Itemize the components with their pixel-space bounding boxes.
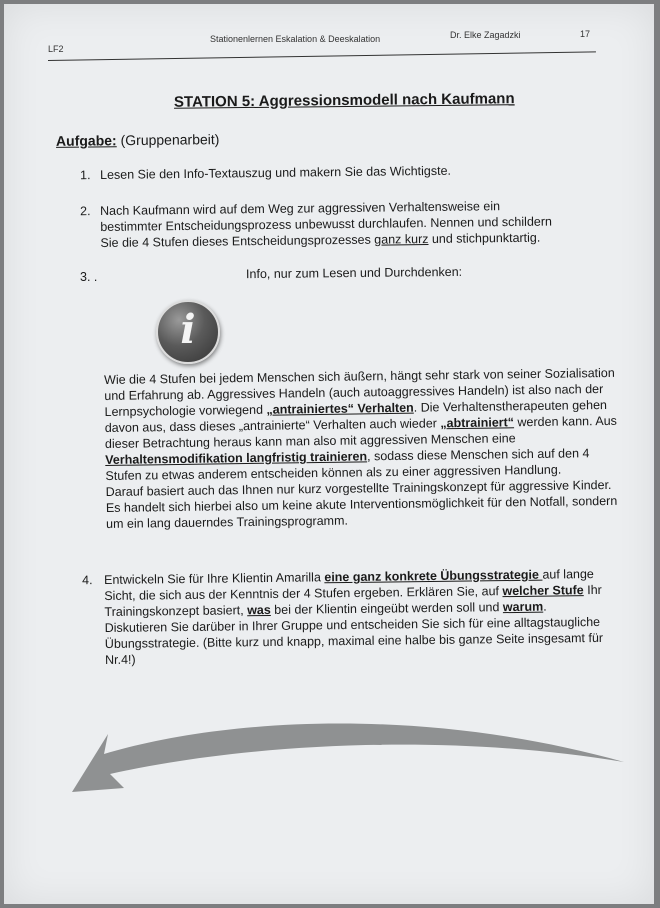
task-note: (Gruppenarbeit) bbox=[116, 131, 220, 149]
task-text: Diskutieren Sie darüber in Ihrer Gruppe und entscheiden Sie sich für eine alltagstaugliche Übungsstrategie. (Bitte kurz und knapp, maximal eine halbe bis ganze Seite insgesamt für Nr.4!) bbox=[104, 614, 604, 667]
info-label: Info, nur zum Lesen und Durchdenken: bbox=[245, 264, 463, 282]
bold-term: eine ganz konkrete Übungsstrategie bbox=[324, 567, 543, 585]
bold-term: was bbox=[247, 602, 271, 618]
header-course-code: LF2 bbox=[48, 44, 64, 54]
task-text: Lesen Sie den Info-Textauszug und makern Sie das Wichtigste. bbox=[100, 163, 452, 182]
task-label: Aufgabe: bbox=[55, 132, 117, 149]
task-number: 2. bbox=[80, 204, 91, 219]
task-item-1 bbox=[80, 161, 600, 183]
task-text-run: auf lange Sicht, die sich aus der Kenntnis der 4 Stufen ergeben. Erklären Sie, auf bbox=[104, 567, 594, 603]
emphasis-text: ganz kurz bbox=[374, 231, 429, 247]
info-icon bbox=[156, 300, 220, 364]
info-icon-letter: i bbox=[180, 306, 196, 353]
info-paragraph: Darauf basiert auch das Ihnen nur kurz vorgestellte Trainingskonzept für aggressive Kinder. bbox=[105, 477, 612, 499]
info-text-run: werden kann. Aus dieser Betrachtung heraus kann man also mit aggressiven Menschen eine bbox=[104, 413, 617, 451]
task-text: Sie die 4 Stufen dieses Entscheidungsprozesses bbox=[100, 232, 375, 250]
task-item-4 bbox=[82, 566, 615, 668]
task-number: 4. bbox=[82, 573, 93, 588]
bold-term: „antrainiertes“ Verhalten bbox=[266, 400, 414, 417]
task-text-run: Entwickeln Sie für Ihre Klientin Amarilla bbox=[104, 570, 325, 587]
task-text bbox=[104, 566, 615, 620]
task-text: und stichpunktartig. bbox=[428, 230, 541, 246]
header-author: Dr. Elke Zagadzki bbox=[450, 30, 521, 40]
info-text bbox=[104, 365, 626, 532]
bold-term: warum bbox=[502, 599, 544, 615]
task-number: 1. bbox=[80, 168, 91, 183]
info-text-run: , sodass diese Menschen sich auf den 4 Stufen zu etwas anderem entscheiden können als zu einer aggressiven Handlung. bbox=[105, 446, 590, 483]
task-number-3: 3. . bbox=[80, 270, 98, 284]
header-title: Stationenlernen Eskalation & Deeskalation bbox=[210, 34, 381, 44]
info-paragraph: Es handelt sich hierbei also um keine akute Interventionsmöglichkeit für den Notfall, sondern um ein lang dauerndes Trainingsprogramm. bbox=[105, 493, 618, 531]
info-text-run: . Die Verhaltenstherapeuten gehen davon aus, dass dieses „antrainierte“ Verhalten auch wieder bbox=[104, 397, 608, 435]
document-page bbox=[4, 4, 654, 904]
task-text-line: Nach Kaufmann wird auf dem Weg zur aggressiven Verhaltensweise ein bbox=[100, 199, 501, 218]
bold-term: Verhaltensmodifikation langfristig trainieren bbox=[105, 449, 368, 467]
info-paragraph bbox=[104, 365, 626, 484]
info-text-run: Wie die 4 Stufen bei jedem Menschen sich äußern, hängt sehr stark von seiner Sozialisation und Erfahrung ab. Aggressives Handeln (auch autoaggressives Handeln) ist also nach der Lernpsychologie vorwiegend bbox=[104, 365, 615, 419]
bold-term: „abtrainiert“ bbox=[440, 415, 515, 431]
station-title: STATION 5: Aggressionsmodell nach Kaufmann bbox=[173, 90, 515, 111]
task-text-line: bestimmter Entscheidungsprozess unbewusst durchlaufen. Nennen und schildern bbox=[100, 214, 553, 234]
task-text-run: Ihr Trainingskonzept basiert, bbox=[104, 582, 602, 619]
curved-arrow-icon bbox=[64, 704, 634, 814]
task-item-2 bbox=[80, 197, 611, 251]
task-text-run: . bbox=[543, 599, 547, 614]
header-page-number: 17 bbox=[580, 29, 591, 39]
task-heading bbox=[56, 131, 220, 149]
task-text-run: bei der Klientin eingeübt werden soll und bbox=[270, 600, 503, 617]
bold-term: welcher Stufe bbox=[502, 583, 584, 599]
